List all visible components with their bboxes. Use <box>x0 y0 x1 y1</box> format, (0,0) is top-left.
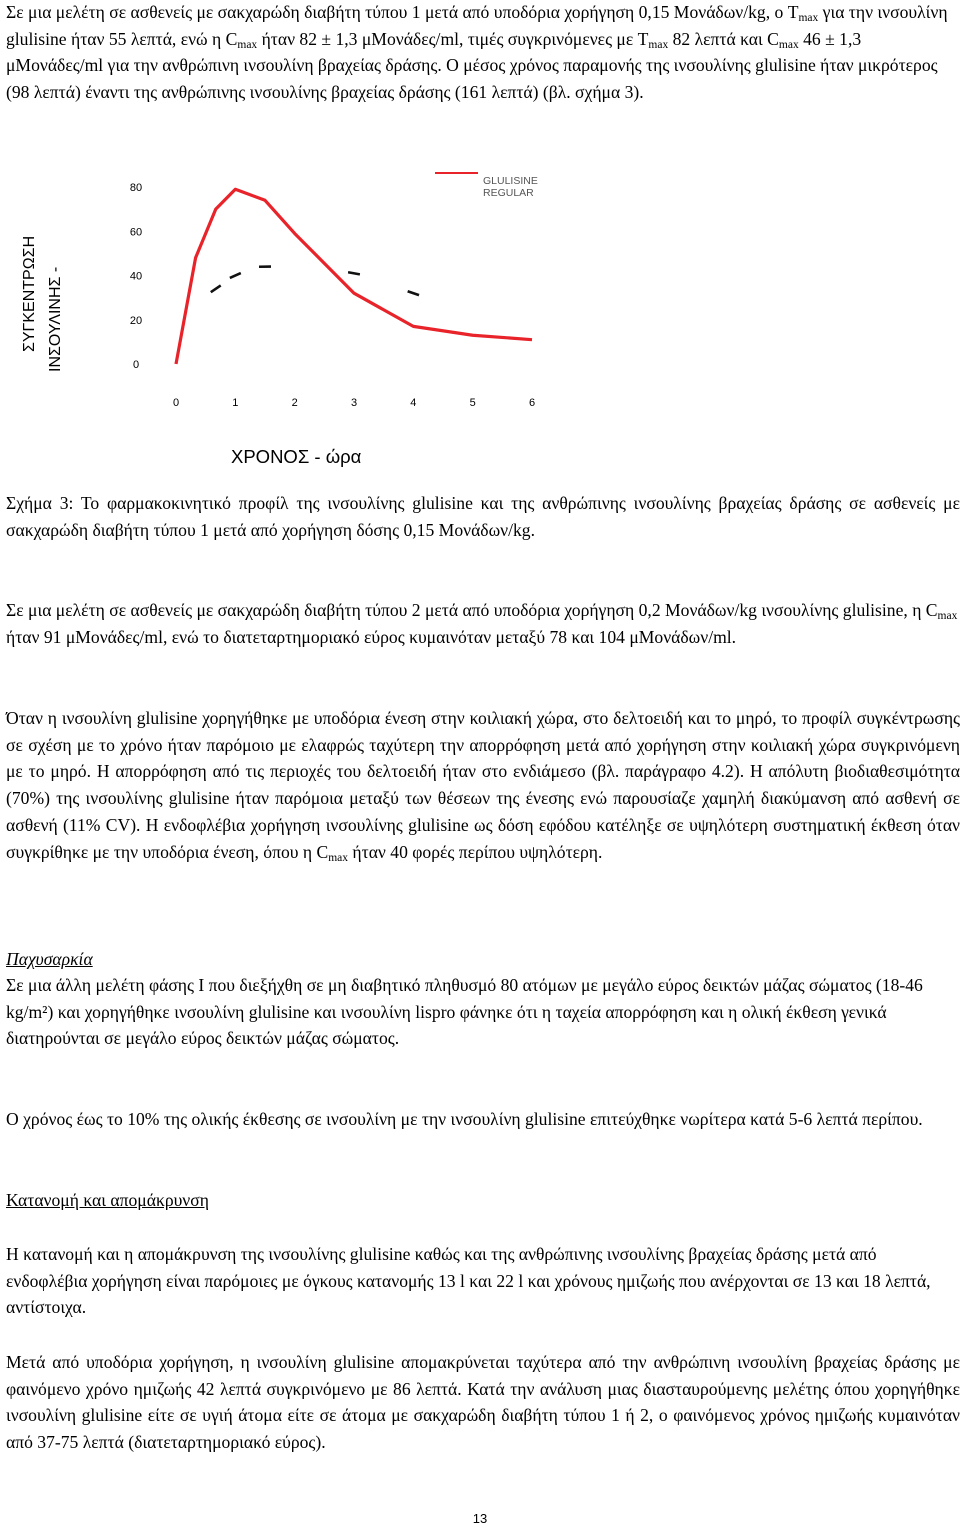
obesity-paragraph: Σε μια άλλη μελέτη φάσης Ι που διεξήχθη σε μη διαβητικό πληθυσμό 80 ατόμων με μεγάλο εύρος δεικτών μάζας σώματος (18-46 kg/m²) και χορηγήθηκε ινσουλίνη glulisine και ινσουλίνη lispro φάνηκε ότι η ταχεία απορρόφηση και η ολική έκθεση γενικά διατηρούνται σε μεγάλο εύρος δεικτών μάζας σώματος. <box>6 975 923 1049</box>
intro-paragraph <box>6 0 960 106</box>
y-axis-label-line1: ΣΥΓΚΕΝΤΡΩΣΗ <box>21 235 38 352</box>
y-tick-label: 40 <box>129 270 143 283</box>
series-line-glulisine <box>176 189 532 364</box>
subscript: max <box>237 38 258 51</box>
series-dash-regular <box>230 273 241 278</box>
y-tick-label: 80 <box>129 182 143 194</box>
subscript: max <box>798 12 819 24</box>
y-axis-label-line2: ΙΝΣΟΥΛΙΝΗΣ - <box>47 266 64 372</box>
text-segment: 46 ± 1,3 μΜονάδες/ml για την ανθρώπινη ινσουλίνη βραχείας δράσης. Ο μέσος χρόνος παραμονής της ινσουλίνης glulisine ήταν μικρότερος (98 λεπτά) έναντι της ανθρώπινης ινσουλίνης βραχείας δράσης (161 λεπτά) (βλ. σχήμα 3). <box>6 28 938 103</box>
absorption-paragraph <box>6 705 960 865</box>
x-tick-labels <box>173 397 535 409</box>
chart-legend <box>435 173 538 199</box>
x-tick-label: 5 <box>469 397 476 409</box>
obesity-heading: Παχυσαρκία <box>6 949 93 969</box>
pharmacokinetic-chart <box>0 168 960 478</box>
y-tick-label: 60 <box>129 226 143 239</box>
type2-paragraph <box>6 597 960 650</box>
series-dash-regular <box>408 291 419 295</box>
series-dash-regular <box>348 272 360 274</box>
y-axis-label <box>21 236 64 372</box>
legend-label-glulisine: GLULISINE <box>483 175 538 187</box>
x-tick-label: 1 <box>232 397 239 409</box>
text-segment: για την ινσουλίνη glulisine ήταν 55 λεπτά, ενώ η C <box>6 2 948 49</box>
subscript: max <box>328 851 349 864</box>
text-segment: Σε μια μελέτη σε ασθενείς με σακχαρώδη διαβήτη τύπου 1 μετά από υποδόρια χορήγηση 0,15 Μονάδων/kg, ο T <box>6 2 799 22</box>
chart-series <box>176 189 532 364</box>
y-tick-label: 20 <box>129 314 143 327</box>
text-segment: Όταν η ινσουλίνη glulisine χορηγήθηκε με υποδόρια ένεση στην κοιλιακή χώρα, στο δελτοειδή και το μηρό, το προφίλ συγκέντρωσης σε σχέση με το χρόνο ήταν παρόμοιο με ελαφρώς ταχύτερη την απορρόφηση μετά από χορήγηση στην κοιλιακή χώρα συγκρινόμενη με το μηρό. Η απορρόφηση από τις περιοχές του δελτοειδή ήταν στο ενδιάμεσο (βλ. παράγραφο 4.2). Η απόλυτη βιοδιαθεσιμότητα (70%) της ινσουλίνης glulisine ήταν παρόμοια μεταξύ των θέσεων της ένεσης ενώ παρουσίαζε χαμηλή διακύμανση από ασθενή σε ασθενή (11% CV). Η ενδοφλέβια χορήγηση ινσουλίνης glulisine ως δόση εφόδου κατέληξε σε υψηλότερη συστηματική έκθεση όταν συγκρίθηκε με την υποδόρια ένεση, όπου η C <box>6 708 960 862</box>
text-segment: ήταν 82 ± 1,3 μΜονάδες/ml, τιμές συγκρινόμενες με T <box>257 28 649 49</box>
x-axis-label: ΧΡΟΝΟΣ - ώρα <box>231 446 362 467</box>
y-tick-label: 0 <box>132 359 140 371</box>
figure-caption: Σχήμα 3: Το φαρμακοκινητικό προφίλ της ινσουλίνης glulisine και της ανθρώπινης ινσουλίνης βραχείας δράσης σε ασθενείς με σακχαρώδη διαβήτη τύπου 1 μετά από χορήγηση δόσης 0,15 Μονάδων/kg. <box>6 493 960 540</box>
x-tick-label: 3 <box>350 397 358 409</box>
text-segment: 82 λεπτά και C <box>668 28 779 49</box>
legend-label-regular: REGULAR <box>483 187 534 199</box>
series-dash-regular <box>211 285 221 292</box>
distribution-heading: Κατανομή και απομάκρυνση <box>6 1190 209 1210</box>
y-tick-labels <box>130 182 142 371</box>
x-tick-label: 0 <box>172 397 180 409</box>
subscript: max <box>778 38 799 51</box>
x-tick-label: 2 <box>291 397 298 409</box>
text-segment: Σε μια μελέτη σε ασθενείς με σακχαρώδη διαβήτη τύπου 2 μετά από υποδόρια χορήγηση 0,2 Μονάδων/kg ινσουλίνης glulisine, η C <box>6 600 938 620</box>
x-tick-label: 4 <box>410 397 417 409</box>
elimination-paragraph: Μετά από υποδόρια χορήγηση, η ινσουλίνη glulisine απομακρύνεται ταχύτερα από την ανθρώπινη ινσουλίνη βραχείας δράσης με φαινόμενο χρόνο ημιζωής 42 λεπτά συγκρινόμενο με 86 λεπτά. Κατά την ανάλυση μιας διασταυρούμενης μελέτης όπου χορηγήθηκε ινσουλίνη glulisine είτε σε υγιή άτομα είτε σε άτομα με σακχαρώδη διαβήτη τύπου 1 ή 2, ο φαινόμενος χρόνος ημιζωής κυμαινόταν από 37-75 λεπτά (διατεταρτημοριακό εύρος). <box>6 1352 960 1453</box>
text-segment: ήταν 40 φορές περίπου υψηλότερη. <box>348 841 603 862</box>
x-tick-label: 6 <box>528 397 536 409</box>
distribution-paragraph: Η κατανομή και η απομάκρυνση της ινσουλίνης glulisine καθώς και της ανθρώπινης ινσουλίνης βραχείας δράσης μετά από ενδοφλέβια χορήγηση είναι παρόμοιες με όγκους κατανομής 13 l και 22 l και χρόνους ημιζωής που ανέρχονται σε 13 και 18 λεπτά, αντίστοιχα. <box>6 1244 931 1318</box>
subscript: max <box>937 610 958 622</box>
subscript: max <box>648 38 669 51</box>
page-number: 13 <box>472 1511 488 1526</box>
exposure-paragraph: Ο χρόνος έως το 10% της ολικής έκθεσης σε ινσουλίνη με την ινσουλίνη glulisine επιτεύχθηκε νωρίτερα κατά 5-6 λεπτά περίπου. <box>6 1109 923 1129</box>
text-segment: ήταν 91 μΜονάδες/ml, ενώ το διατεταρτημοριακό εύρος κυμαινόταν μεταξύ 78 και 104 μΜονάδων/ml. <box>6 626 737 647</box>
